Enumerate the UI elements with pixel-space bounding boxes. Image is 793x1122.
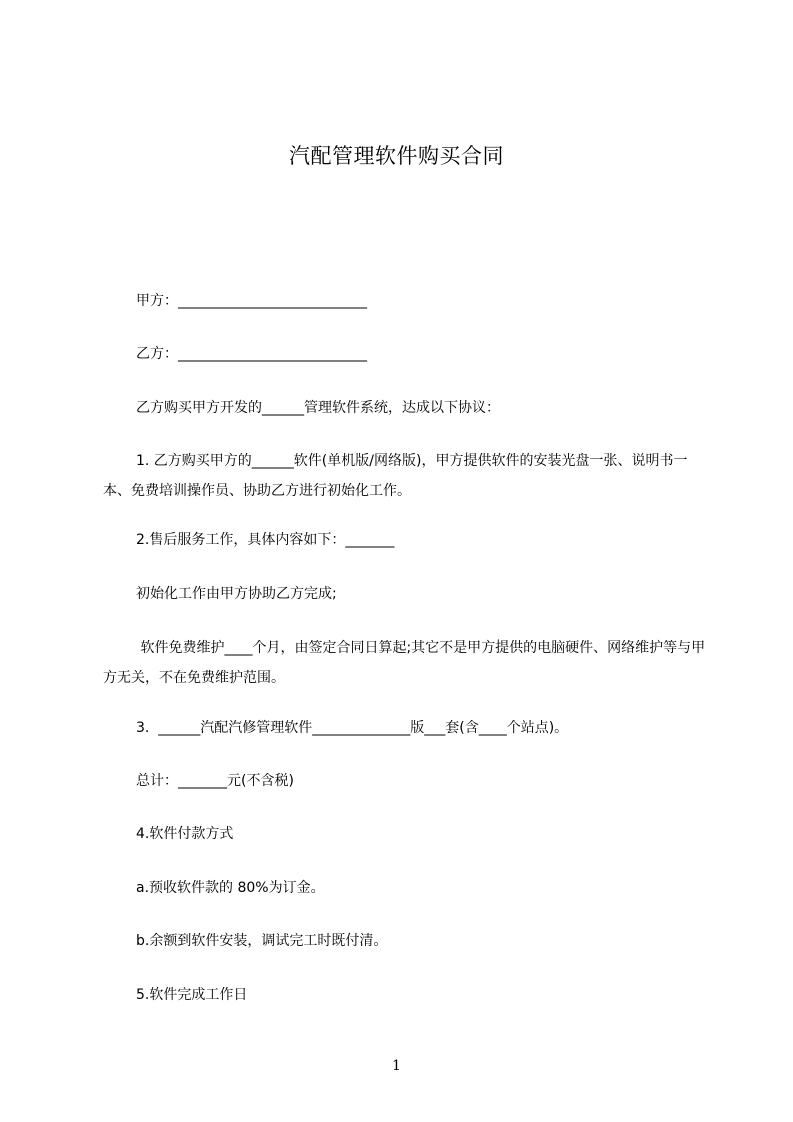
clause-3: 3. ______汽配汽修管理软件______________版___套(含____个站点)。	[136, 720, 569, 736]
party-b-line: 乙方：___________________________	[136, 346, 367, 362]
document-title: 汽配管理软件购买合同	[289, 144, 504, 168]
total-amount: 总计：_______元(不含税)	[136, 773, 294, 789]
payment-item-b: b.余额到软件安装，调试完工时既付清。	[136, 933, 388, 949]
clause-2: 2.售后服务工作，具体内容如下：_______	[136, 532, 395, 548]
party-a-line: 甲方：___________________________	[136, 293, 367, 309]
payment-item-a: a.预收软件款的 80%为订金。	[136, 880, 325, 896]
agreement-intro: 乙方购买甲方开发的______管理软件系统，达成以下协议：	[136, 400, 500, 416]
initialization-note: 初始化工作由甲方协助乙方完成;	[136, 586, 337, 602]
clause-5-heading: 5.软件完成工作日	[136, 987, 248, 1003]
clause-1: 1. 乙方购买甲方的______软件(单机版/网络版)，甲方提供软件的安装光盘一张、说明书一本、免费培训操作员、协助乙方进行初始化工作。	[103, 453, 688, 499]
clause-4-heading: 4.软件付款方式	[136, 826, 234, 842]
maintenance-clause: 软件免费维护____个月，由签定合同日算起;其它不是甲方提供的电脑硬件、网络维护等与甲方无关，不在免费维护范围。	[103, 640, 706, 686]
page-number: 1	[392, 1058, 401, 1074]
